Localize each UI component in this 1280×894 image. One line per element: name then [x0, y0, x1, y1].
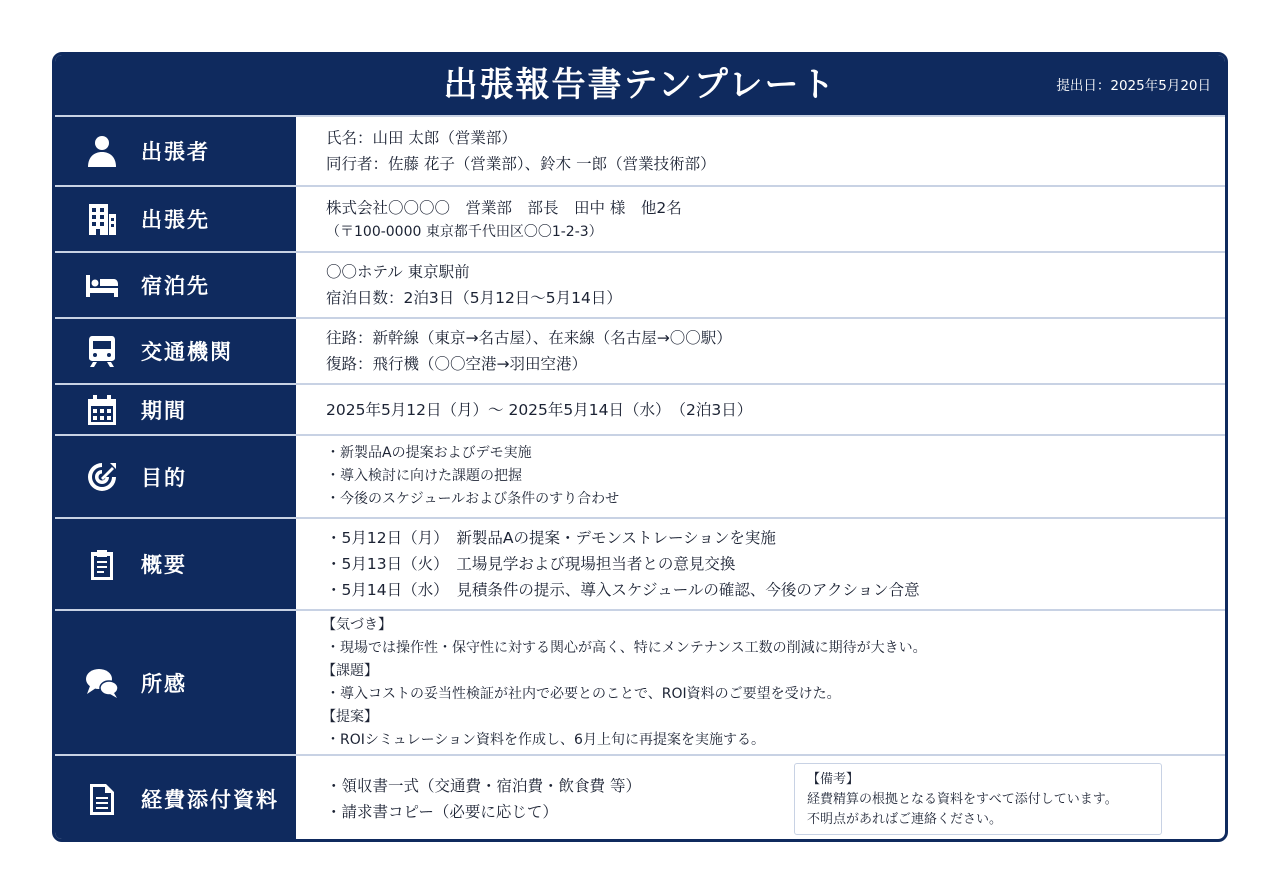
- summary-item: ・ 5月13日（火） 工場見学および現場担当者との意見交換: [326, 551, 1225, 577]
- expenses-list: [326, 773, 794, 825]
- label-text: 概要: [141, 553, 187, 577]
- row-impressions: [55, 609, 1225, 754]
- label-destination: [55, 187, 296, 251]
- traveler-companions: 同行者：佐藤 花子（営業部）、鈴木 一郎（営業技術部）: [326, 155, 716, 173]
- label-text: 経費添付資料: [141, 787, 279, 812]
- remarks-title: 【備考】: [807, 771, 860, 787]
- row-period: [55, 383, 1225, 434]
- page-title: 出張報告書テンプレート: [443, 65, 837, 105]
- building-icon: [83, 200, 121, 238]
- summary-item: ・ 5月14日（水） 見積条件の提示、導入スケジュールの確認、今後のアクション合意: [326, 577, 1225, 603]
- label-text: 宿泊先: [141, 274, 210, 298]
- transport-outbound: 往路：新幹線（東京→名古屋）、在来線（名古屋→〇〇駅）: [326, 329, 732, 347]
- label-transport: [55, 319, 296, 383]
- purpose-item: ・ 今後のスケジュールおよび条件のすり合わせ: [326, 488, 1225, 511]
- label-impressions: [55, 611, 296, 754]
- impressions-content: [296, 611, 1225, 754]
- target-icon: [83, 458, 121, 496]
- traveler-content: [296, 117, 1225, 185]
- label-text: 目的: [141, 465, 187, 490]
- report-card: [52, 52, 1228, 842]
- impressions-heading: 【課題】: [322, 662, 378, 679]
- remarks-line: 経費精算の根拠となる資料をすべて添付しています。: [807, 791, 1118, 807]
- submit-date: 提出日：2025年5月20日: [1056, 78, 1211, 94]
- bed-icon: [83, 266, 121, 304]
- impressions-heading: 【気づき】: [322, 616, 392, 633]
- label-summary: [55, 519, 296, 609]
- person-icon: [83, 132, 121, 170]
- purpose-item: ・ 導入検討に向けた課題の把握: [326, 465, 1225, 488]
- row-lodging: [55, 251, 1225, 317]
- impressions-item: ・ 導入コストの妥当性検証が社内で必要とのことで、ROI資料のご要望を受けた。: [322, 682, 1225, 706]
- train-icon: [83, 332, 121, 370]
- expenses-item: ・ 領収書一式（交通費・宿泊費・飲食費 等）: [326, 773, 794, 799]
- label-purpose: [55, 436, 296, 517]
- summary-item: ・ 5月12日（月） 新製品Aの提案・デモンストレーションを実施: [326, 525, 1225, 551]
- destination-content: [296, 187, 1225, 251]
- label-period: [55, 385, 296, 434]
- calendar-icon: [83, 391, 121, 429]
- impressions-heading: 【提案】: [322, 708, 378, 725]
- expenses-item: ・ 請求書コピー（必要に応じて）: [326, 799, 794, 825]
- row-expenses: [55, 754, 1225, 841]
- summary-content: [296, 519, 1225, 609]
- document-icon: [83, 780, 121, 818]
- clipboard-icon: [83, 545, 121, 583]
- label-lodging: [55, 253, 296, 317]
- chat-bubbles-icon: [83, 664, 121, 702]
- period-dates: 2025年5月12日（月）〜 2025年5月14日（水） （2泊3日）: [326, 400, 753, 419]
- row-purpose: [55, 434, 1225, 517]
- row-traveler: [55, 115, 1225, 185]
- destination-address: （〒100-0000 東京都千代田区〇〇1-2-3）: [326, 223, 603, 240]
- traveler-name: 氏名：山田 太郎（営業部）: [326, 129, 517, 147]
- lodging-hotel: 〇〇ホテル 東京駅前: [326, 263, 470, 281]
- impressions-item: ・ ROIシミュレーション資料を作成し、6月上旬に再提案を実施する。: [322, 728, 1225, 752]
- transport-return: 復路：飛行機（〇〇空港→羽田空港）: [326, 355, 587, 373]
- destination-company: 株式会社〇〇〇〇 営業部 部長 田中 様 他2名: [326, 198, 682, 217]
- transport-content: [296, 319, 1225, 383]
- period-content: [296, 385, 1225, 434]
- label-expenses: [55, 756, 296, 841]
- label-text: 所感: [141, 671, 187, 696]
- expenses-content: [296, 756, 1225, 841]
- label-text: 交通機関: [141, 340, 233, 364]
- report-header: [55, 55, 1225, 115]
- remarks-line: 不明点があればご連絡ください。: [807, 811, 1003, 827]
- lodging-nights: 宿泊日数：2泊3日（5月12日〜5月14日）: [326, 289, 622, 307]
- row-transport: [55, 317, 1225, 383]
- purpose-item: ・ 新製品Aの提案およびデモ実施: [326, 442, 1225, 465]
- label-text: 出張者: [141, 140, 210, 164]
- purpose-content: [296, 436, 1225, 517]
- impressions-item: ・ 現場では操作性・保守性に対する関心が高く、特にメンテナンス工数の削減に期待が大きい。: [322, 636, 1225, 660]
- lodging-content: [296, 253, 1225, 317]
- row-destination: [55, 185, 1225, 251]
- row-summary: [55, 517, 1225, 609]
- remarks-box: [794, 763, 1162, 835]
- label-text: 期間: [141, 398, 187, 423]
- label-text: 出張先: [141, 208, 210, 232]
- label-traveler: [55, 117, 296, 185]
